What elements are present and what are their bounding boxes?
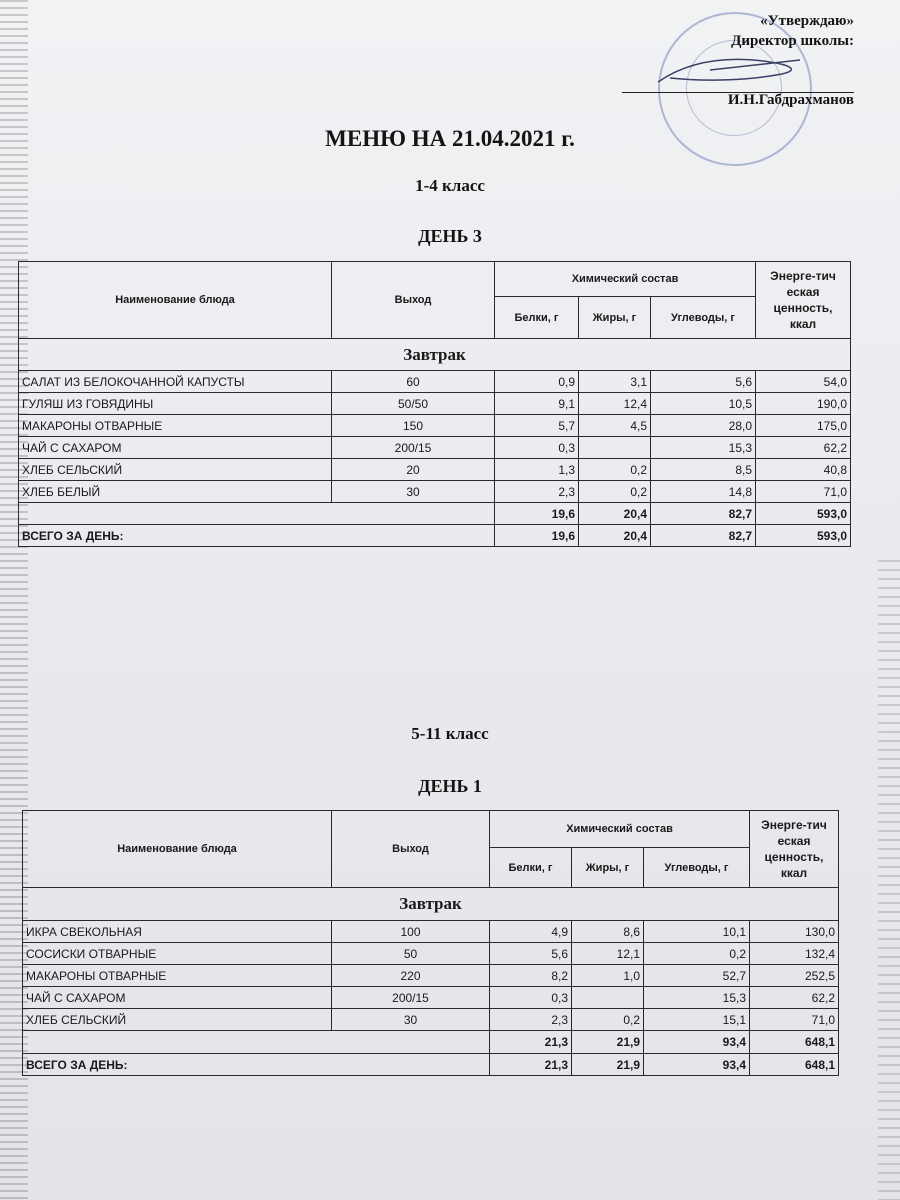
scan-edge-right [878, 560, 900, 1200]
dish-name: ХЛЕБ СЕЛЬСКИЙ [23, 1009, 332, 1031]
table-row [19, 459, 851, 481]
header-output: Выход [332, 811, 490, 888]
subtotal-row [23, 1031, 839, 1054]
grade-heading-1: 1-4 класс [415, 176, 485, 195]
total-fat: 21,9 [572, 1054, 644, 1076]
dish-energy: 130,0 [750, 921, 839, 943]
dish-output: 50/50 [332, 393, 495, 415]
grade-heading-2: 5-11 класс [411, 724, 489, 743]
dish-name: МАКАРОНЫ ОТВАРНЫЕ [23, 965, 332, 987]
subtotal-spacer [19, 503, 495, 525]
header-energy: Энерге-тич еская ценность, ккал [750, 811, 839, 888]
subtotal-energy: 648,1 [750, 1031, 839, 1054]
dish-fat: 8,6 [572, 921, 644, 943]
dish-protein: 8,2 [490, 965, 572, 987]
header-name: Наименование блюда [23, 811, 332, 888]
table-row [19, 393, 851, 415]
dish-energy: 71,0 [756, 481, 851, 503]
dish-fat: 4,5 [579, 415, 651, 437]
dish-carbs: 15,3 [644, 987, 750, 1009]
total-label: ВСЕГО ЗА ДЕНЬ: [23, 1054, 490, 1076]
dish-carbs: 0,2 [644, 943, 750, 965]
dish-output: 150 [332, 415, 495, 437]
approval-line2: Директор школы: [731, 33, 854, 49]
dish-fat: 12,4 [579, 393, 651, 415]
header-name: Наименование блюда [19, 262, 332, 339]
dish-energy: 62,2 [756, 437, 851, 459]
dish-energy: 71,0 [750, 1009, 839, 1031]
dish-output: 20 [332, 459, 495, 481]
table-row [19, 437, 851, 459]
approval-block [731, 12, 854, 51]
dish-energy: 40,8 [756, 459, 851, 481]
dish-carbs: 14,8 [651, 481, 756, 503]
table-row [23, 965, 839, 987]
page-title: МЕНЮ НА 21.04.2021 г. [325, 126, 575, 151]
dish-energy: 175,0 [756, 415, 851, 437]
dish-energy: 190,0 [756, 393, 851, 415]
table-row [23, 943, 839, 965]
total-row [19, 525, 851, 547]
table-row [23, 987, 839, 1009]
director-name: И.Н.Габдрахманов [727, 92, 854, 108]
approval-line1: «Утверждаю» [760, 13, 854, 29]
dish-output: 60 [332, 371, 495, 393]
header-fat: Жиры, г [579, 297, 651, 339]
meal-heading: Завтрак [19, 339, 851, 371]
menu-table-1 [18, 261, 851, 547]
dish-name: СОСИСКИ ОТВАРНЫЕ [23, 943, 332, 965]
dish-name: ИКРА СВЕКОЛЬНАЯ [23, 921, 332, 943]
dish-energy: 252,5 [750, 965, 839, 987]
dish-carbs: 15,3 [651, 437, 756, 459]
subtotal-energy: 593,0 [756, 503, 851, 525]
table-row [19, 481, 851, 503]
table-row [19, 415, 851, 437]
dish-output: 200/15 [332, 987, 490, 1009]
dish-energy: 62,2 [750, 987, 839, 1009]
dish-carbs: 5,6 [651, 371, 756, 393]
dish-name: ЧАЙ С САХАРОМ [23, 987, 332, 1009]
dish-protein: 0,3 [490, 987, 572, 1009]
dish-energy: 54,0 [756, 371, 851, 393]
total-energy: 648,1 [750, 1054, 839, 1076]
subtotal-carbs: 82,7 [651, 503, 756, 525]
table-row [19, 371, 851, 393]
dish-name: МАКАРОНЫ ОТВАРНЫЕ [19, 415, 332, 437]
dish-output: 50 [332, 943, 490, 965]
dish-fat [572, 987, 644, 1009]
dish-output: 30 [332, 481, 495, 503]
dish-output: 100 [332, 921, 490, 943]
dish-protein: 4,9 [490, 921, 572, 943]
header-carbs: Углеводы, г [651, 297, 756, 339]
dish-protein: 5,7 [495, 415, 579, 437]
dish-name: ЧАЙ С САХАРОМ [19, 437, 332, 459]
signature-icon [650, 52, 810, 92]
dish-protein: 2,3 [495, 481, 579, 503]
total-fat: 20,4 [579, 525, 651, 547]
total-label: ВСЕГО ЗА ДЕНЬ: [19, 525, 495, 547]
dish-fat: 0,2 [579, 481, 651, 503]
day-heading-1: ДЕНЬ 3 [418, 226, 482, 246]
dish-protein: 2,3 [490, 1009, 572, 1031]
dish-fat: 3,1 [579, 371, 651, 393]
dish-carbs: 10,5 [651, 393, 756, 415]
header-energy: Энерге-тич еская ценность, ккал [756, 262, 851, 339]
dish-name: ХЛЕБ БЕЛЫЙ [19, 481, 332, 503]
total-carbs: 93,4 [644, 1054, 750, 1076]
header-carbs: Углеводы, г [644, 848, 750, 888]
total-carbs: 82,7 [651, 525, 756, 547]
day-heading-2: ДЕНЬ 1 [418, 776, 482, 796]
dish-protein: 9,1 [495, 393, 579, 415]
total-row [23, 1054, 839, 1076]
dish-carbs: 28,0 [651, 415, 756, 437]
dish-protein: 0,3 [495, 437, 579, 459]
header-protein: Белки, г [495, 297, 579, 339]
subtotal-protein: 19,6 [495, 503, 579, 525]
total-protein: 21,3 [490, 1054, 572, 1076]
dish-carbs: 15,1 [644, 1009, 750, 1031]
table-row [23, 1009, 839, 1031]
subtotal-fat: 20,4 [579, 503, 651, 525]
dish-protein: 5,6 [490, 943, 572, 965]
table-row [23, 921, 839, 943]
dish-carbs: 52,7 [644, 965, 750, 987]
dish-fat: 1,0 [572, 965, 644, 987]
menu-table-2 [22, 810, 839, 1076]
header-protein: Белки, г [490, 848, 572, 888]
subtotal-row [19, 503, 851, 525]
header-output: Выход [332, 262, 495, 339]
dish-carbs: 10,1 [644, 921, 750, 943]
header-fat: Жиры, г [572, 848, 644, 888]
dish-fat [579, 437, 651, 459]
dish-carbs: 8,5 [651, 459, 756, 481]
dish-energy: 132,4 [750, 943, 839, 965]
dish-fat: 0,2 [579, 459, 651, 481]
dish-output: 200/15 [332, 437, 495, 459]
meal-heading: Завтрак [23, 888, 839, 921]
dish-protein: 0,9 [495, 371, 579, 393]
dish-name: САЛАТ ИЗ БЕЛОКОЧАННОЙ КАПУСТЫ [19, 371, 332, 393]
subtotal-fat: 21,9 [572, 1031, 644, 1054]
dish-fat: 12,1 [572, 943, 644, 965]
dish-output: 30 [332, 1009, 490, 1031]
dish-output: 220 [332, 965, 490, 987]
header-chem: Химический состав [495, 262, 756, 297]
subtotal-protein: 21,3 [490, 1031, 572, 1054]
total-protein: 19,6 [495, 525, 579, 547]
dish-protein: 1,3 [495, 459, 579, 481]
subtotal-carbs: 93,4 [644, 1031, 750, 1054]
subtotal-spacer [23, 1031, 490, 1054]
total-energy: 593,0 [756, 525, 851, 547]
dish-fat: 0,2 [572, 1009, 644, 1031]
header-chem: Химический состав [490, 811, 750, 848]
dish-name: ХЛЕБ СЕЛЬСКИЙ [19, 459, 332, 481]
dish-name: ГУЛЯШ ИЗ ГОВЯДИНЫ [19, 393, 332, 415]
